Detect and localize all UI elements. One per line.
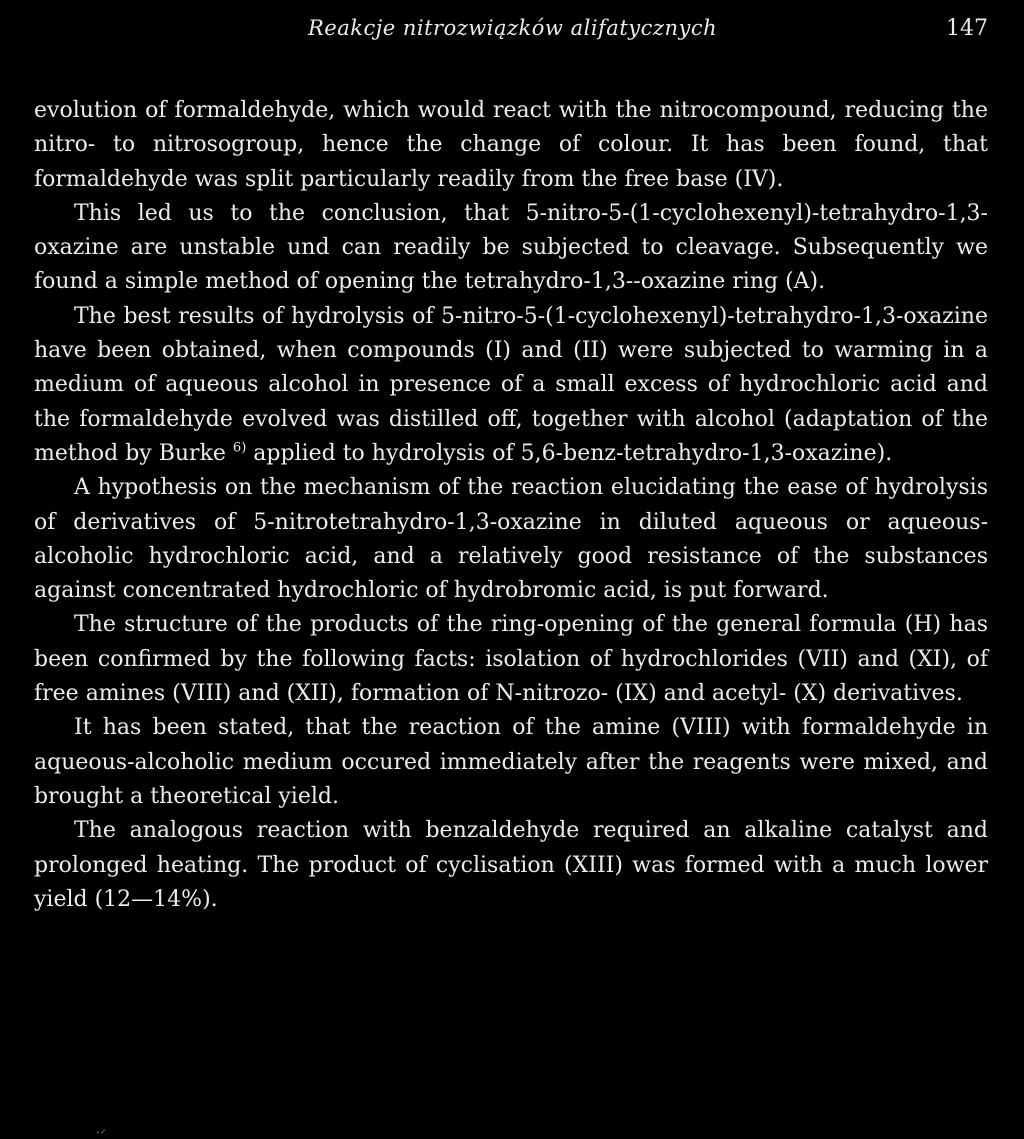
paragraph-conclusion: This led us to the conclusion, that 5-nitro-5-(1-cyclohexenyl)-tetrahydro-1,3-oxazine are unstable und can readily be subjected to cleavage. Subsequently we found a simple method of opening the tetrahydro-1,3--oxazine ring (A). [34, 200, 988, 295]
running-title: Reakcje nitrozwiązków alifatycznych [308, 16, 718, 40]
paragraph-hypothesis: A hypothesis on the mechanism of the reaction elucidating the ease of hydrolysis of derivatives of 5-nitrotetrahydro-1,3-oxazine in diluted aqueous or aqueous-alcoholic hydrochloric acid, and a relatively good resistance of the substances against concentrated hydrochloric of hydrobromic acid, is put forward. [34, 475, 988, 604]
reference-marker: 6) [232, 440, 247, 456]
body-text [34, 94, 988, 917]
paragraph-continuation: evolution of formaldehyde, which would react with the nitrocompound, reducing the nitro- to nitrosogroup, hence the change of colour. It has been found, that formaldehyde was split particularly readily from the free base (IV). [34, 98, 988, 192]
print-speck: .⸝ [96, 1122, 106, 1136]
paragraph-hydrolysis-text: The best results of hydrolysis of 5-nitro-5-(1-cyclohexenyl)-tetrahydro-1,3-oxazine have been obtained, when compounds (I) and (II) were subjected to warming in a medium of aqueous alcohol in presence of a small excess of hydrochloric acid and the formaldehyde evolved was distilled off, together with alcohol (adaptation of the method by Burke [34, 303, 988, 466]
paragraph-amine-reaction: It has been stated, that the reaction of the amine (VIII) with formaldehyde in aqueous-alcoholic medium occured immediately after the reagents were mixed, and brought a theoretical yield. [34, 715, 988, 809]
paragraph-benzaldehyde: The analogous reaction with benzaldehyde required an alkaline catalyst and prolonged heating. The product of cyclisation (XIII) was formed with a much lower yield (12—14%). [34, 818, 988, 912]
paragraph-structure: The structure of the products of the ring-opening of the general formula (H) has been confirmed by the following facts: isolation of hydrochlorides (VII) and (XI), of free amines (VIII) and (XII), formation of N-nitrozo- (IX) and acetyl- (X) derivatives. [34, 612, 988, 707]
running-header [34, 14, 988, 54]
page-number: 147 [946, 16, 988, 41]
paragraph-hydrolysis-text-end: applied to hydrolysis of 5,6-benz-tetrahydro-1,3-oxazine). [246, 440, 893, 466]
paragraph-hydrolysis-results [34, 300, 988, 471]
